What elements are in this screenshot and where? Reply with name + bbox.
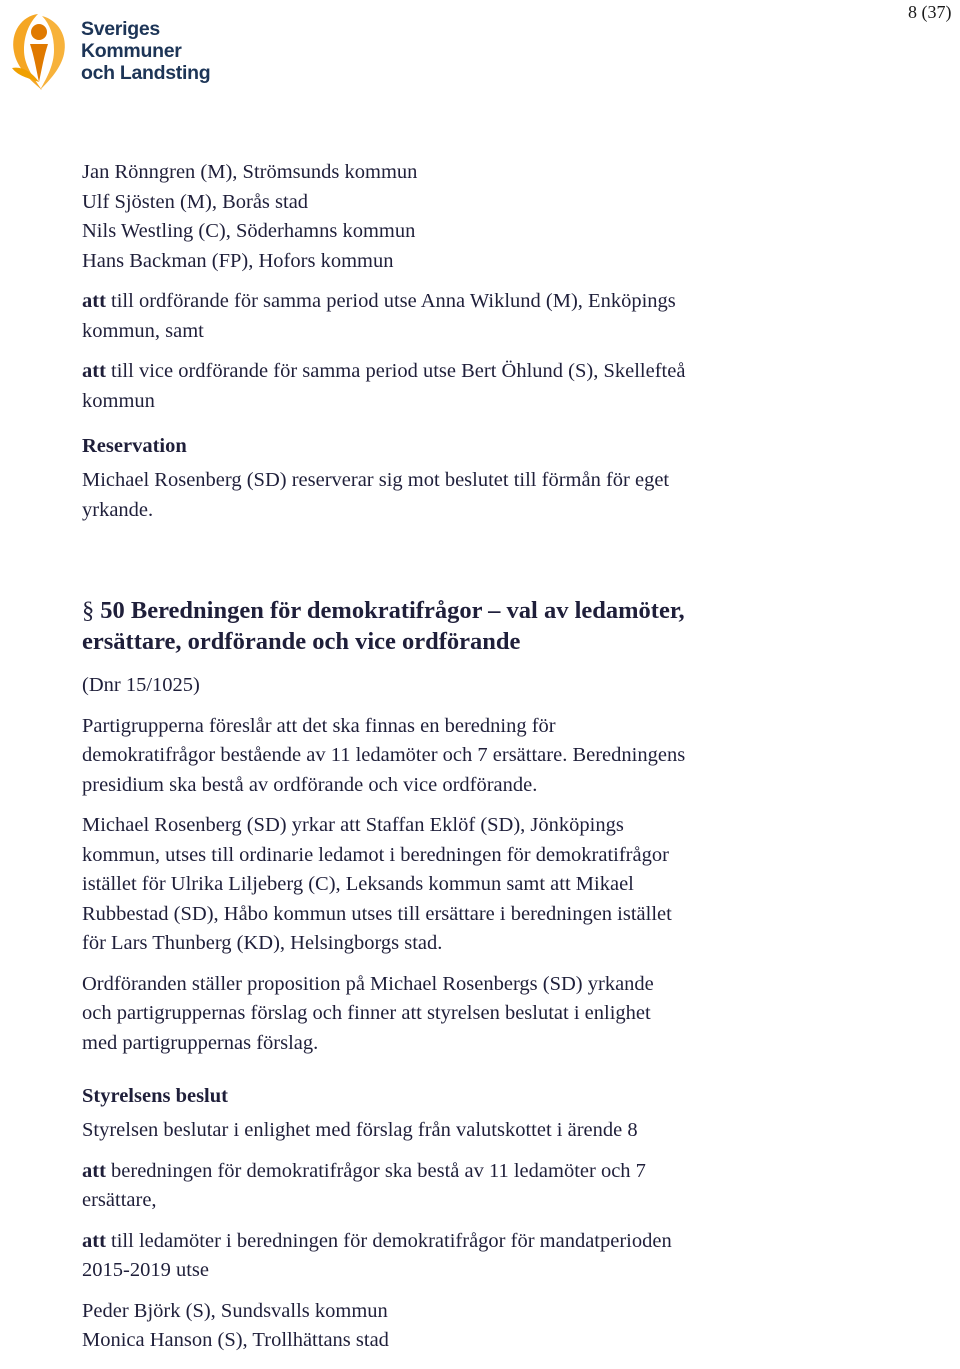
att-text: till vice ordförande för samma period utse Bert Öhlund (S), Skellefteå xyxy=(111,360,686,382)
dnr-reference xyxy=(82,671,802,701)
paragraph-line: Ordföranden ställer proposition på Michael Rosenbergs (SD) yrkande xyxy=(82,972,654,995)
reservation-heading: Reservation xyxy=(82,435,187,457)
att-text: beredningen för demokratifrågor ska bestå av 11 ledamöter och 7 xyxy=(111,1159,646,1182)
paragraph-motion xyxy=(82,811,802,959)
paragraph-proposal xyxy=(82,712,802,801)
member-line: Nils Westling (C), Söderhamns kommun xyxy=(82,220,416,242)
logo-line: Sveriges xyxy=(81,18,160,40)
paragraph-line: med partigruppernas förslag. xyxy=(82,1031,319,1054)
reservation-line: yrkande. xyxy=(82,498,154,521)
organization-logo xyxy=(4,6,214,92)
att-clause-members xyxy=(82,1227,802,1286)
att-keyword: att xyxy=(82,360,106,382)
paragraph-line: presidium ska bestå av ordförande och vice ordförande. xyxy=(82,773,538,796)
att-keyword: att xyxy=(82,1229,106,1252)
att-text: ersättare, xyxy=(82,1189,157,1211)
decision-intro xyxy=(82,1116,802,1146)
logo-emblem-icon xyxy=(4,6,76,92)
members-list-bottom xyxy=(82,1297,802,1356)
decision-heading: Styrelsens beslut xyxy=(82,1085,228,1107)
att-text: till ledamöter i beredningen för demokratifrågor för mandatperioden xyxy=(111,1229,672,1252)
paragraph-line: demokratifrågor bestående av 11 ledamöter och 7 ersättare. Beredningens xyxy=(82,744,686,766)
section-title-line: ersättare, ordförande och vice ordförande xyxy=(82,628,521,655)
att-text: kommun, samt xyxy=(82,319,204,342)
logo-line: och Landsting xyxy=(81,62,211,84)
paragraph-line: kommun, utses till ordinarie ledamot i beredningen för demokratifrågor xyxy=(82,843,669,866)
section-title-line: 50 Beredningen för demokratifrågor – val av ledamöter, xyxy=(100,597,685,624)
decision-intro-line: Styrelsen beslutar i enlighet med förslag från valutskottet i ärende 8 xyxy=(82,1119,638,1141)
reservation-text xyxy=(82,466,802,525)
att-keyword: att xyxy=(82,290,106,312)
paragraph-line: istället för Ulrika Liljeberg (C), Leksands kommun samt att Mikael xyxy=(82,873,634,895)
members-list-top xyxy=(82,158,802,276)
section-title xyxy=(82,595,802,657)
paragraph-line: Rubbestad (SD), Håbo kommun utses till ersättare i beredningen istället xyxy=(82,902,672,925)
document-body xyxy=(82,158,802,1367)
logo-wordmark xyxy=(81,18,210,84)
att-clause-composition xyxy=(82,1157,802,1216)
logo-line: Kommuner xyxy=(81,40,182,62)
paragraph-line: för Lars Thunberg (KD), Helsingborgs stad. xyxy=(82,932,443,954)
member-line: Peder Björk (S), Sundsvalls kommun xyxy=(82,1299,388,1322)
paragraph-line: och partigruppernas förslag och finner att styrelsen beslutat i enlighet xyxy=(82,1002,651,1024)
paragraph-proposition xyxy=(82,970,802,1059)
section-mark: § xyxy=(82,597,95,624)
att-text: 2015-2019 utse xyxy=(82,1259,209,1281)
dnr-text: (Dnr 15/1025) xyxy=(82,674,200,696)
reservation-line: Michael Rosenberg (SD) reserverar sig mot beslutet till förmån för eget xyxy=(82,469,670,491)
att-text: till ordförande för samma period utse Anna Wiklund (M), Enköpings xyxy=(111,290,676,312)
member-line: Hans Backman (FP), Hofors kommun xyxy=(82,249,394,272)
paragraph-line: Partigrupperna föreslår att det ska finnas en beredning för xyxy=(82,714,556,737)
member-line: Jan Rönngren (M), Strömsunds kommun xyxy=(82,161,418,183)
att-keyword: att xyxy=(82,1159,106,1182)
page-number: 8 (37) xyxy=(908,2,952,22)
member-line: Monica Hanson (S), Trollhättans stad xyxy=(82,1329,389,1351)
member-line: Ulf Sjösten (M), Borås stad xyxy=(82,190,309,213)
att-clause-chair xyxy=(82,287,802,346)
att-text: kommun xyxy=(82,389,155,412)
paragraph-line: Michael Rosenberg (SD) yrkar att Staffan Eklöf (SD), Jönköpings xyxy=(82,814,624,836)
att-clause-vice-chair xyxy=(82,357,802,416)
